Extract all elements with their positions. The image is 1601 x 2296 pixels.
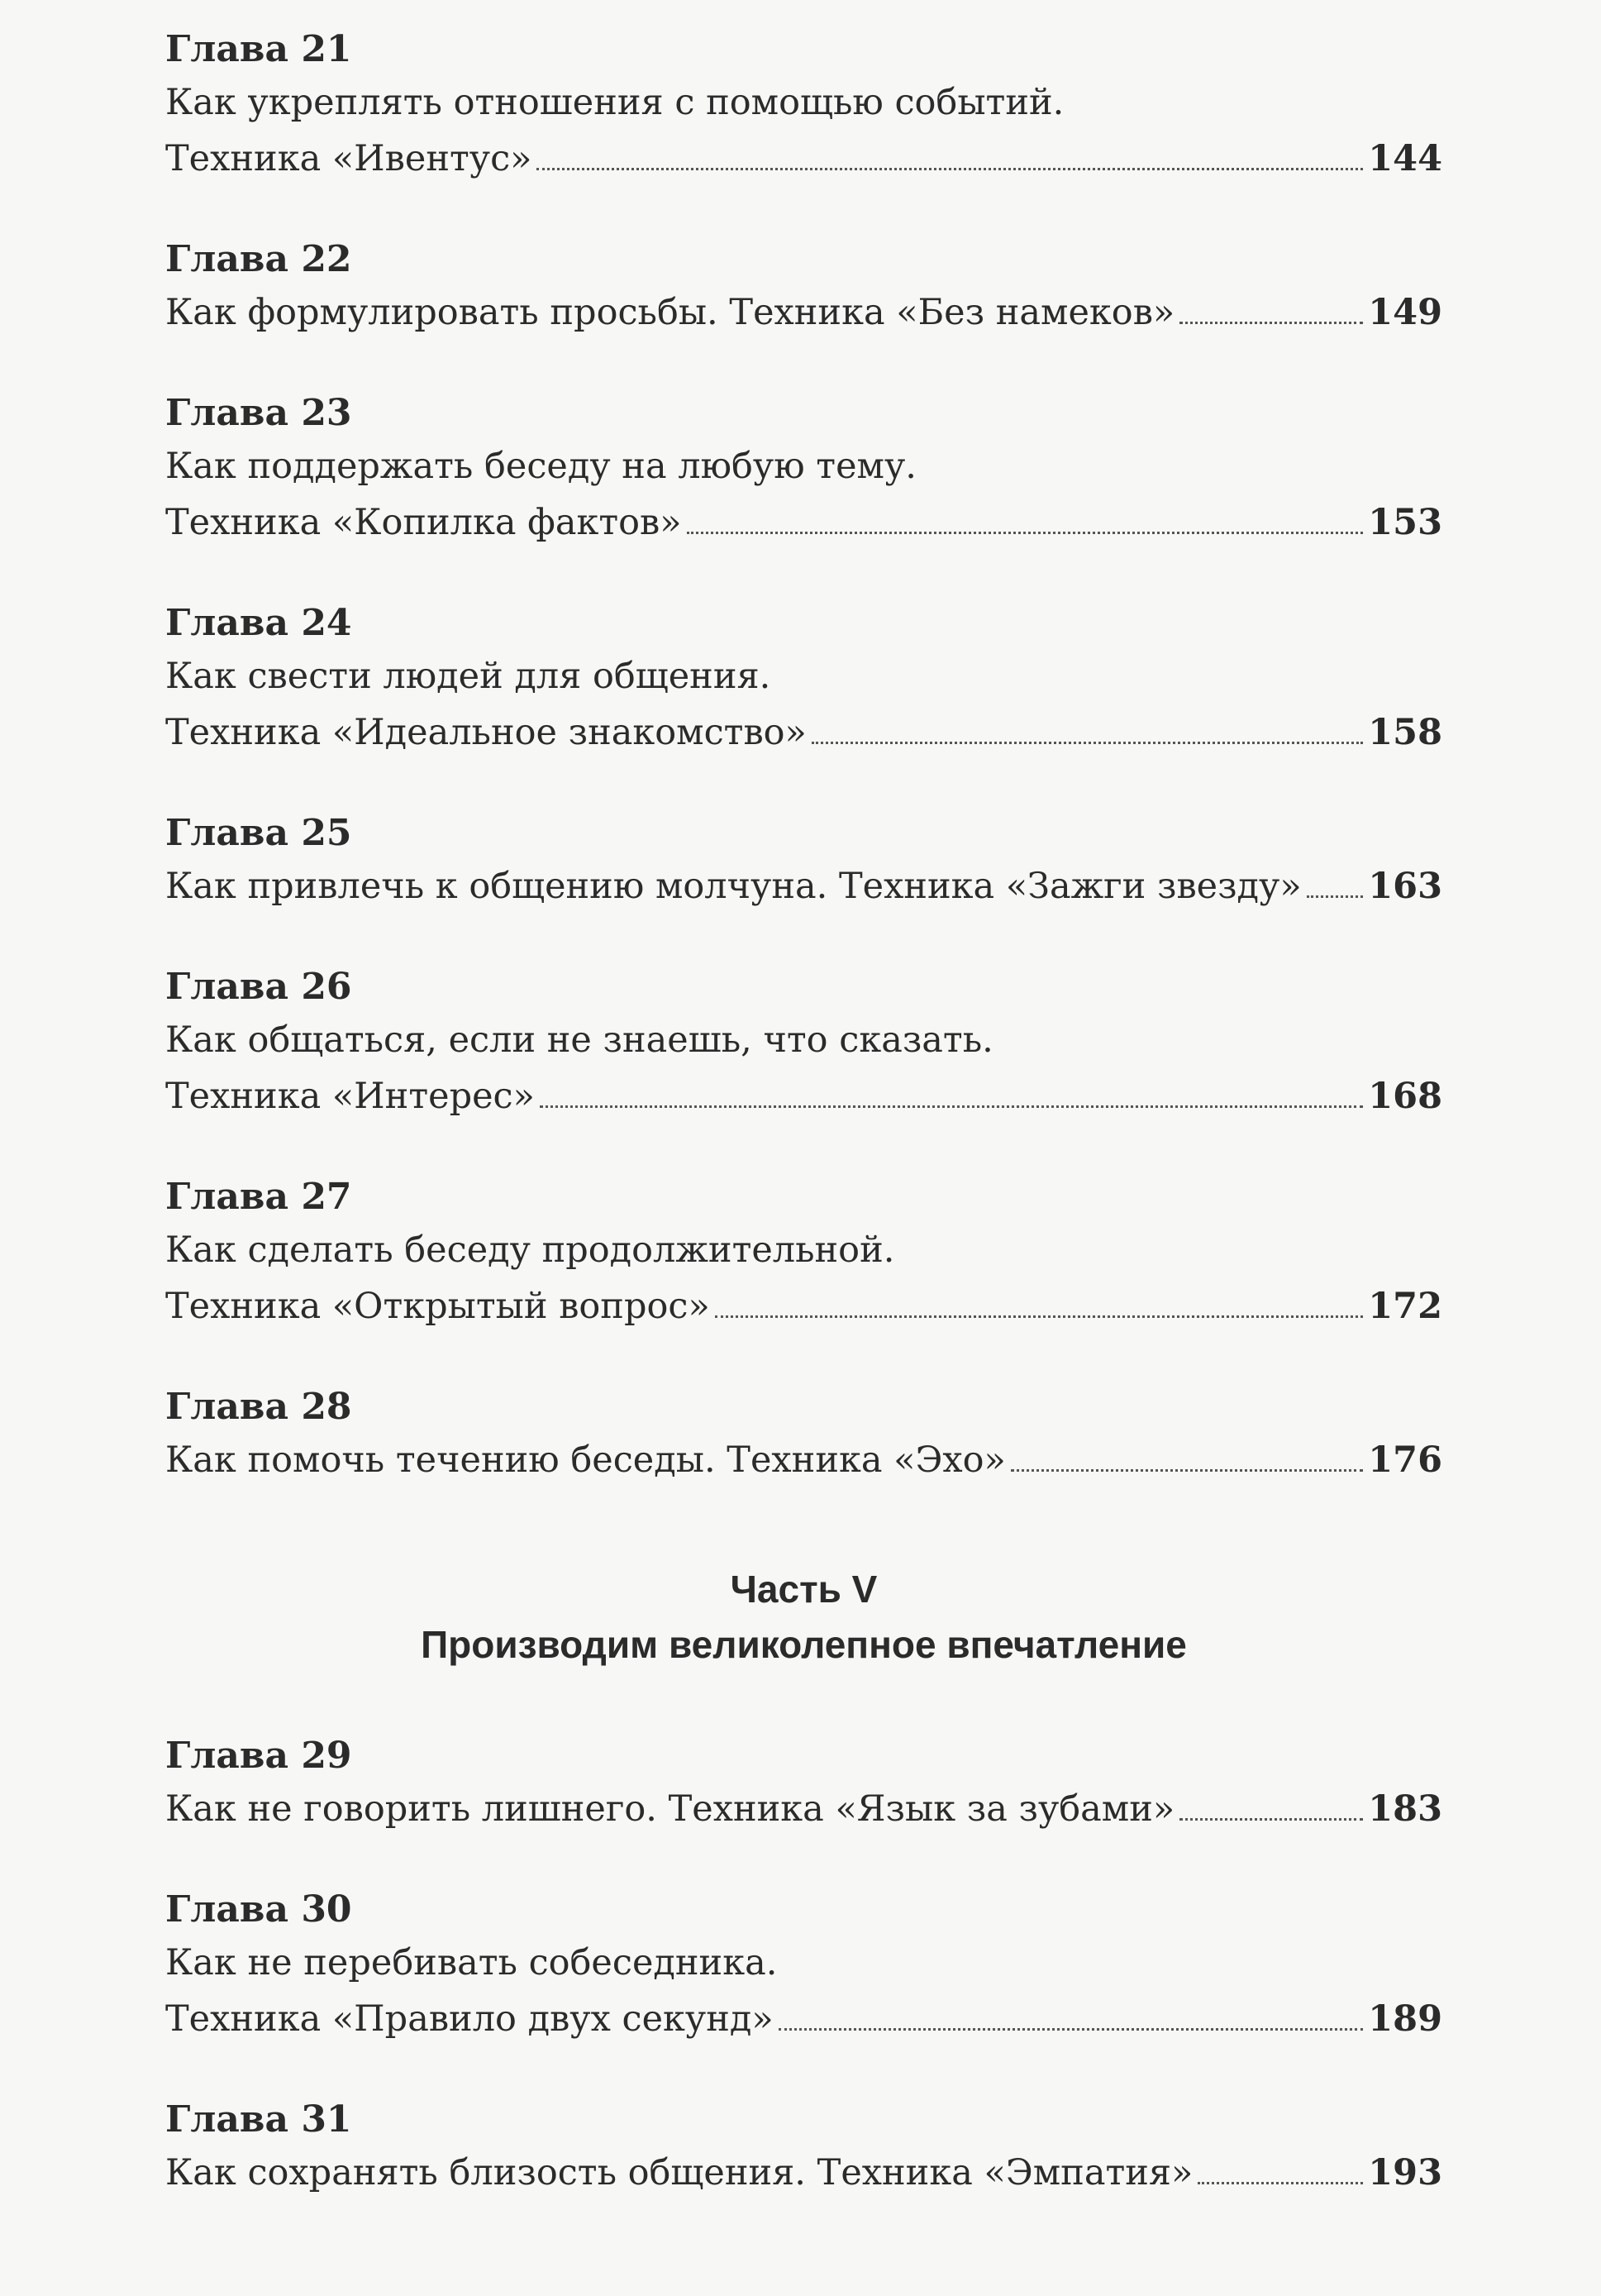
dot-leader: [1011, 1469, 1363, 1472]
chapter-title-line: Как поддержать беседу на любую тему.: [165, 446, 917, 487]
toc-line: [165, 494, 1442, 551]
toc-line: [165, 1278, 1442, 1334]
toc-line: [165, 131, 1442, 187]
dot-leader: [540, 1105, 1363, 1108]
dot-leader: [1179, 322, 1363, 324]
toc-line: [165, 858, 1442, 914]
toc-entry: [165, 1885, 1442, 2047]
toc-line: [165, 284, 1442, 341]
page-number: 183: [1368, 1788, 1442, 1830]
toc-entry: [165, 599, 1442, 761]
part-title: Производим великолепное впечатление: [421, 1623, 1187, 1666]
part-heading: [165, 1563, 1442, 1673]
chapter-title: Как сохранять близость общения. Техника «Эмпатия»: [165, 2152, 1194, 2193]
chapter-label: Глава 31: [165, 2098, 352, 2141]
toc-line: [165, 1068, 1442, 1124]
page-number: 193: [1368, 2152, 1442, 2193]
dot-leader: [1179, 1818, 1363, 1821]
chapter-title: Как привлечь к общению молчуна. Техника «Зажги звезду»: [165, 866, 1302, 907]
toc-entry: [165, 2095, 1442, 2201]
chapter-title: Как не говорить лишнего. Техника «Язык за зубами»: [165, 1788, 1175, 1830]
dot-leader: [715, 1315, 1363, 1318]
table-of-contents: [165, 25, 1442, 2249]
page-number: 176: [1368, 1439, 1442, 1481]
chapter-label: Глава 23: [165, 392, 352, 434]
chapter-title: Техника «Открытый вопрос»: [165, 1286, 710, 1327]
chapter-label: Глава 30: [165, 1888, 352, 1931]
chapter-title: Как помочь течению беседы. Техника «Эхо»: [165, 1439, 1006, 1481]
toc-entry: [165, 1172, 1442, 1334]
chapter-title-line: Как общаться, если не знаешь, что сказать.: [165, 1019, 993, 1061]
chapter-label: Глава 21: [165, 28, 352, 70]
toc-entry: [165, 389, 1442, 551]
chapter-title: Техника «Копилка фактов»: [165, 502, 682, 543]
page-number: 189: [1368, 1998, 1442, 2040]
toc-line: [165, 704, 1442, 761]
toc-entry: [165, 235, 1442, 341]
toc-entry: [165, 25, 1442, 187]
chapter-title-line: Как сделать беседу продолжительной.: [165, 1229, 895, 1271]
page-number: 144: [1368, 138, 1442, 179]
chapter-title: Техника «Идеальное знакомство»: [165, 712, 807, 753]
part-number: Часть V: [730, 1568, 878, 1611]
chapter-label: Глава 22: [165, 238, 352, 280]
toc-line: [165, 1781, 1442, 1837]
chapter-title: Техника «Правило двух секунд»: [165, 1998, 774, 2040]
toc-line: [165, 1432, 1442, 1488]
toc-section-before: [165, 25, 1442, 1488]
dot-leader: [536, 168, 1363, 170]
dot-leader: [779, 2028, 1364, 2031]
toc-line: [165, 1991, 1442, 2047]
dot-leader: [812, 742, 1363, 744]
chapter-label: Глава 29: [165, 1735, 352, 1777]
chapter-title: Техника «Интерес»: [165, 1076, 535, 1117]
chapter-label: Глава 26: [165, 966, 352, 1008]
toc-line: [165, 2145, 1442, 2201]
page-number: 163: [1368, 866, 1442, 907]
toc-entry: [165, 1382, 1442, 1488]
chapter-label: Глава 24: [165, 602, 352, 644]
chapter-label: Глава 28: [165, 1386, 352, 1428]
chapter-title-line: Как укреплять отношения с помощью событий.: [165, 82, 1065, 123]
page-number: 172: [1368, 1286, 1442, 1327]
page-number: 158: [1368, 712, 1442, 753]
toc-section-after: [165, 1731, 1442, 2201]
chapter-title-line: Как свести людей для общения.: [165, 656, 771, 697]
chapter-title: Как формулировать просьбы. Техника «Без намеков»: [165, 292, 1175, 333]
page-number: 149: [1368, 292, 1442, 333]
chapter-title-line: Как не перебивать собеседника.: [165, 1942, 778, 1983]
chapter-title: Техника «Ивентус»: [165, 138, 532, 179]
dot-leader: [1198, 2182, 1363, 2184]
toc-entry: [165, 962, 1442, 1124]
toc-entry: [165, 809, 1442, 914]
page-number: 153: [1368, 502, 1442, 543]
toc-entry: [165, 1731, 1442, 1837]
chapter-label: Глава 25: [165, 812, 352, 854]
dot-leader: [687, 532, 1364, 534]
dot-leader: [1307, 895, 1364, 898]
page-number: 168: [1368, 1076, 1442, 1117]
chapter-label: Глава 27: [165, 1176, 352, 1218]
